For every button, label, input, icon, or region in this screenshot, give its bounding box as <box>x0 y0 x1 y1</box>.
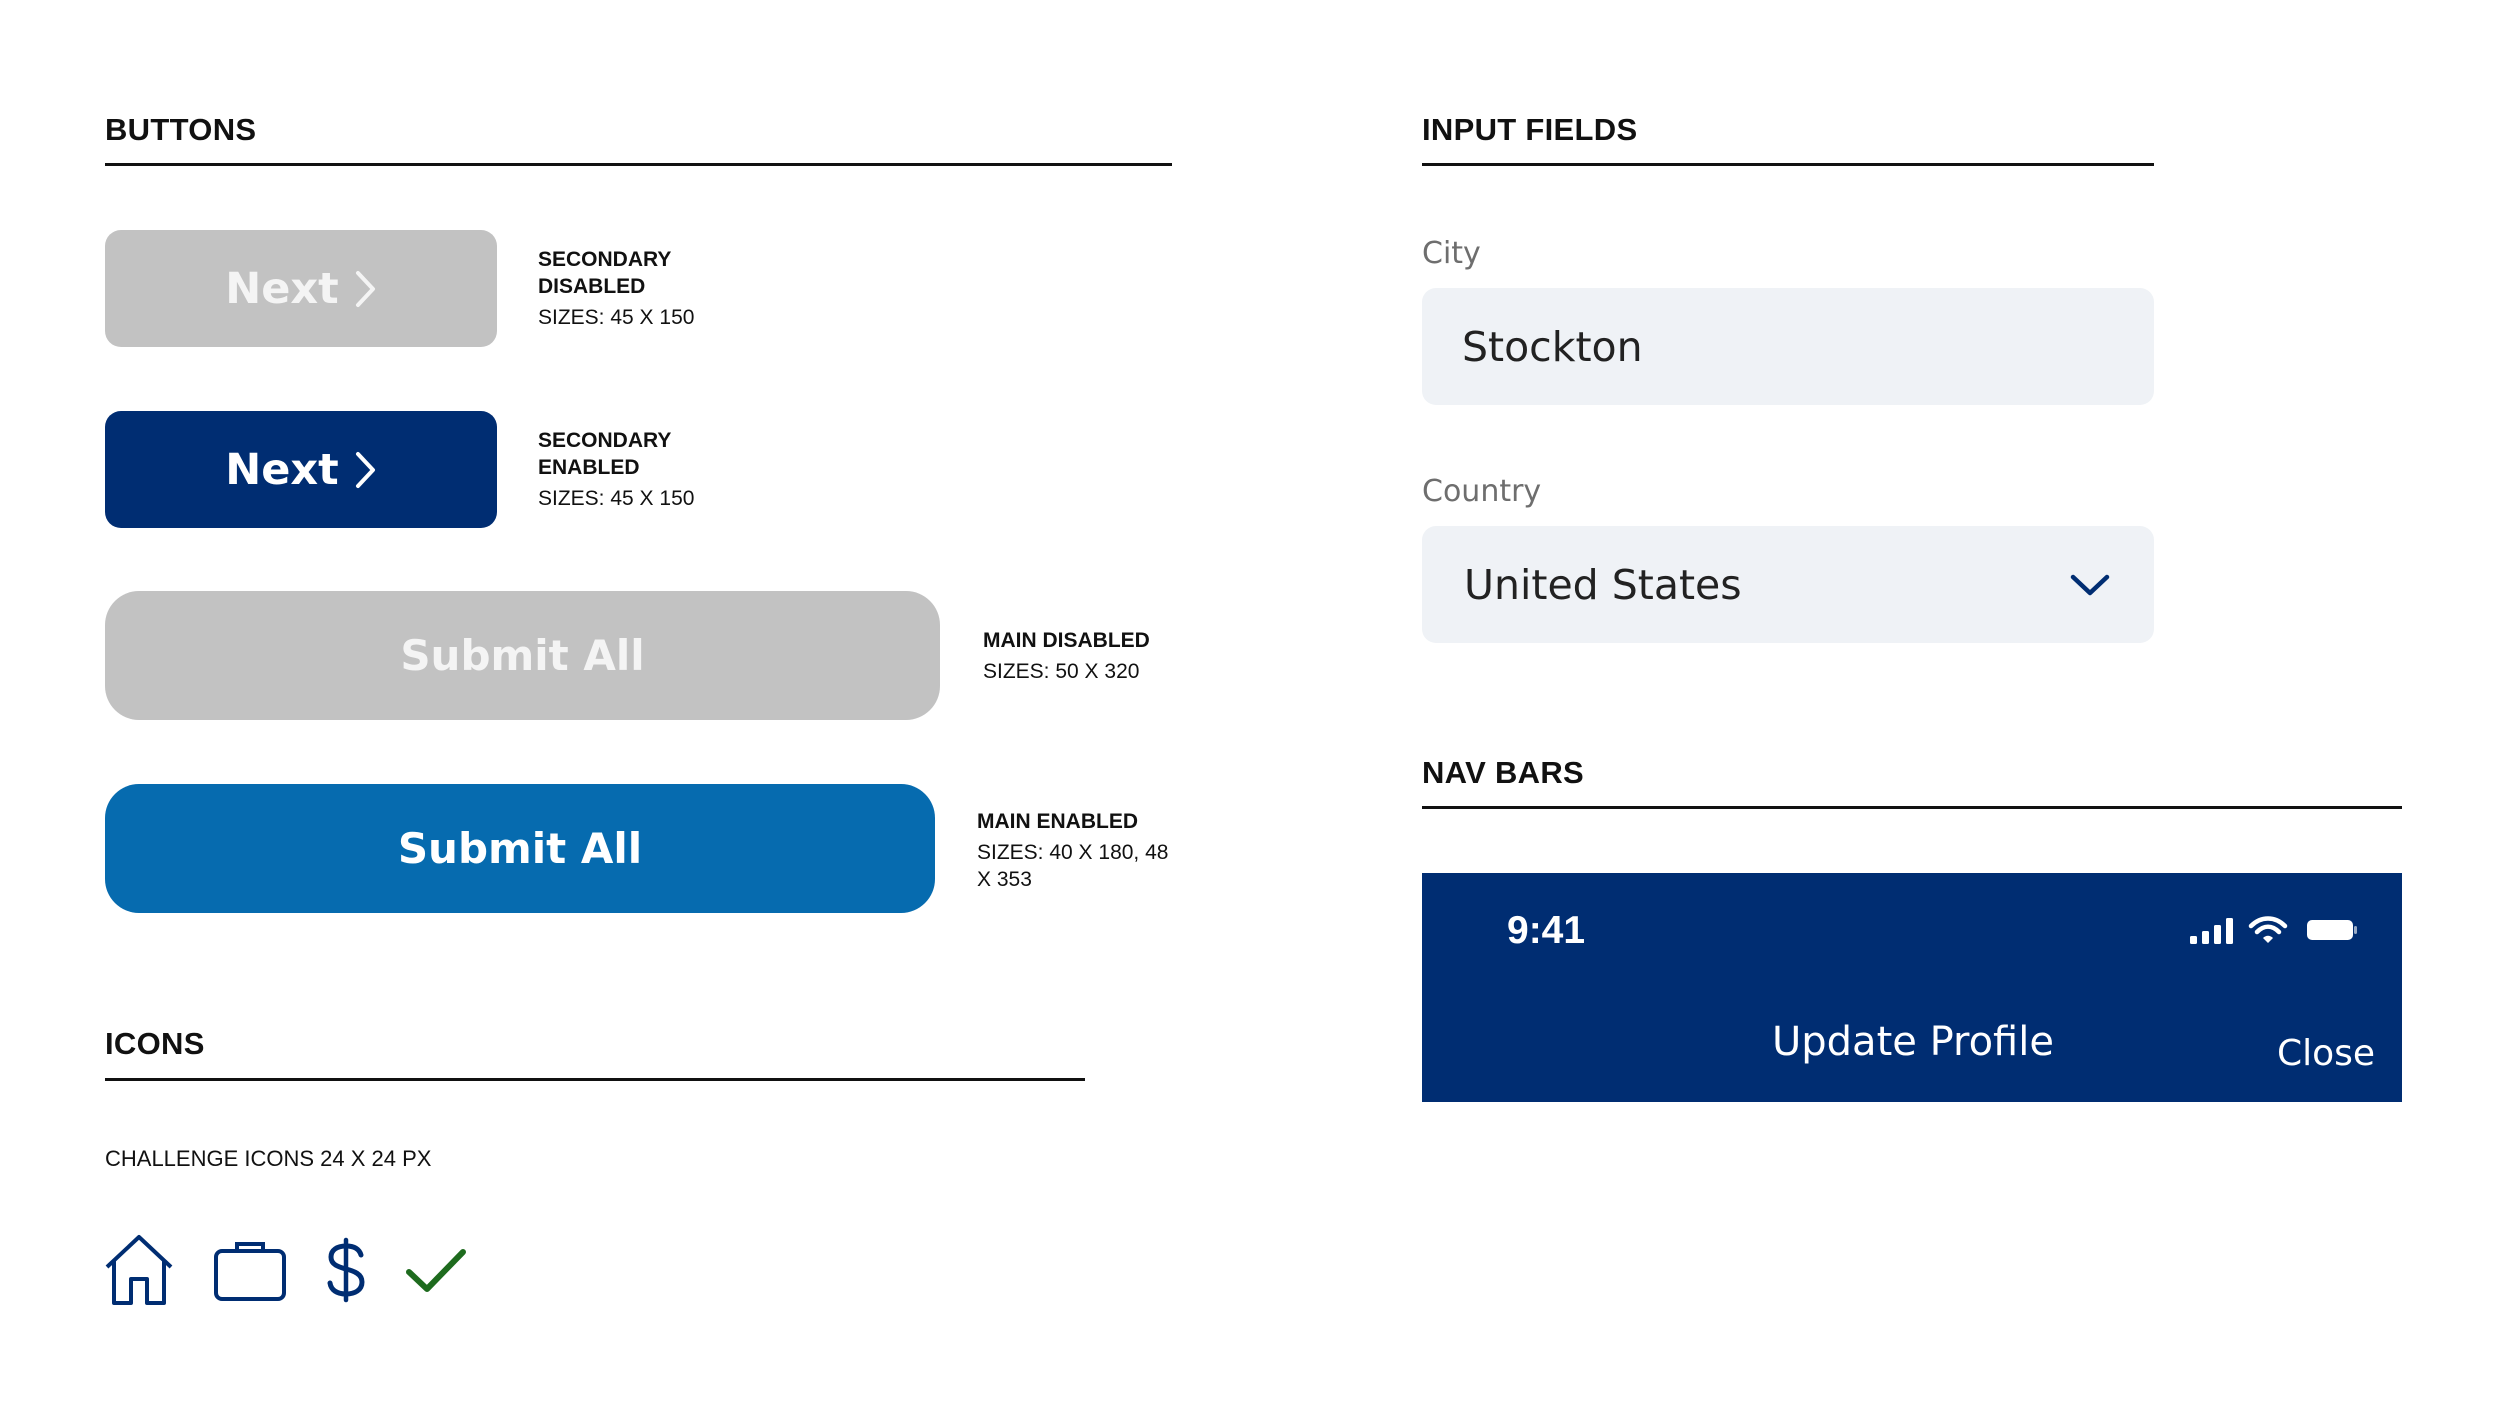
note-title: SECONDARY DISABLED <box>538 248 672 298</box>
nav-bar <box>1422 873 2402 1102</box>
city-field-label: City <box>1422 236 1481 271</box>
status-bar-time: 9:41 <box>1507 909 1586 952</box>
nav-bar-title: Update Profile <box>1772 1019 2054 1065</box>
note-size: SIZES: 45 X 150 <box>538 306 695 329</box>
note-size: SIZES: 45 X 150 <box>538 487 695 510</box>
main-enabled-note <box>977 808 1187 893</box>
city-field[interactable] <box>1422 288 2154 405</box>
cellular-signal-icon <box>2190 917 2236 950</box>
buttons-section-divider <box>105 163 1172 166</box>
chevron-right-icon <box>355 451 377 489</box>
icons-caption: CHALLENGE ICONS 24 X 24 PX <box>105 1146 432 1171</box>
checkmark-icon <box>405 1248 467 1299</box>
wifi-icon <box>2248 915 2288 950</box>
submit-all-button-enabled[interactable] <box>105 784 935 913</box>
input-fields-section-title: INPUT FIELDS <box>1422 112 1638 147</box>
note-size: SIZES: 40 X 180, 48 X 353 <box>977 841 1169 891</box>
nav-bars-section-divider <box>1422 806 2402 809</box>
briefcase-icon <box>213 1240 287 1307</box>
next-button-disabled[interactable] <box>105 230 497 347</box>
next-button-enabled[interactable] <box>105 411 497 528</box>
country-field-label: Country <box>1422 474 1542 509</box>
note-title: MAIN DISABLED <box>983 629 1150 652</box>
submit-all-button-disabled[interactable] <box>105 591 940 720</box>
next-button-label: Next <box>225 444 339 495</box>
chevron-down-icon <box>2070 573 2110 597</box>
input-fields-section-divider <box>1422 163 2154 166</box>
submit-all-label: Submit All <box>400 631 645 680</box>
dollar-icon <box>325 1237 367 1308</box>
country-select-value: United States <box>1464 560 1742 609</box>
secondary-enabled-note <box>538 427 698 512</box>
submit-all-label: Submit All <box>397 824 643 873</box>
note-title: MAIN ENABLED <box>977 810 1138 833</box>
main-disabled-note <box>983 627 1150 685</box>
home-icon <box>103 1233 175 1310</box>
battery-icon <box>2306 918 2358 947</box>
icons-section-title: ICONS <box>105 1026 205 1061</box>
buttons-section-title: BUTTONS <box>105 112 257 147</box>
chevron-right-icon <box>355 270 377 308</box>
nav-bars-section-title: NAV BARS <box>1422 755 1585 790</box>
icons-section-divider <box>105 1078 1085 1081</box>
nav-bar-close-button[interactable]: Close <box>2277 1033 2376 1074</box>
next-button-label: Next <box>225 263 339 314</box>
country-select[interactable] <box>1422 526 2154 643</box>
secondary-disabled-note <box>538 246 698 331</box>
note-title: SECONDARY ENABLED <box>538 429 672 479</box>
note-size: SIZES: 50 X 320 <box>983 660 1140 683</box>
city-field-value: Stockton <box>1462 322 1643 371</box>
